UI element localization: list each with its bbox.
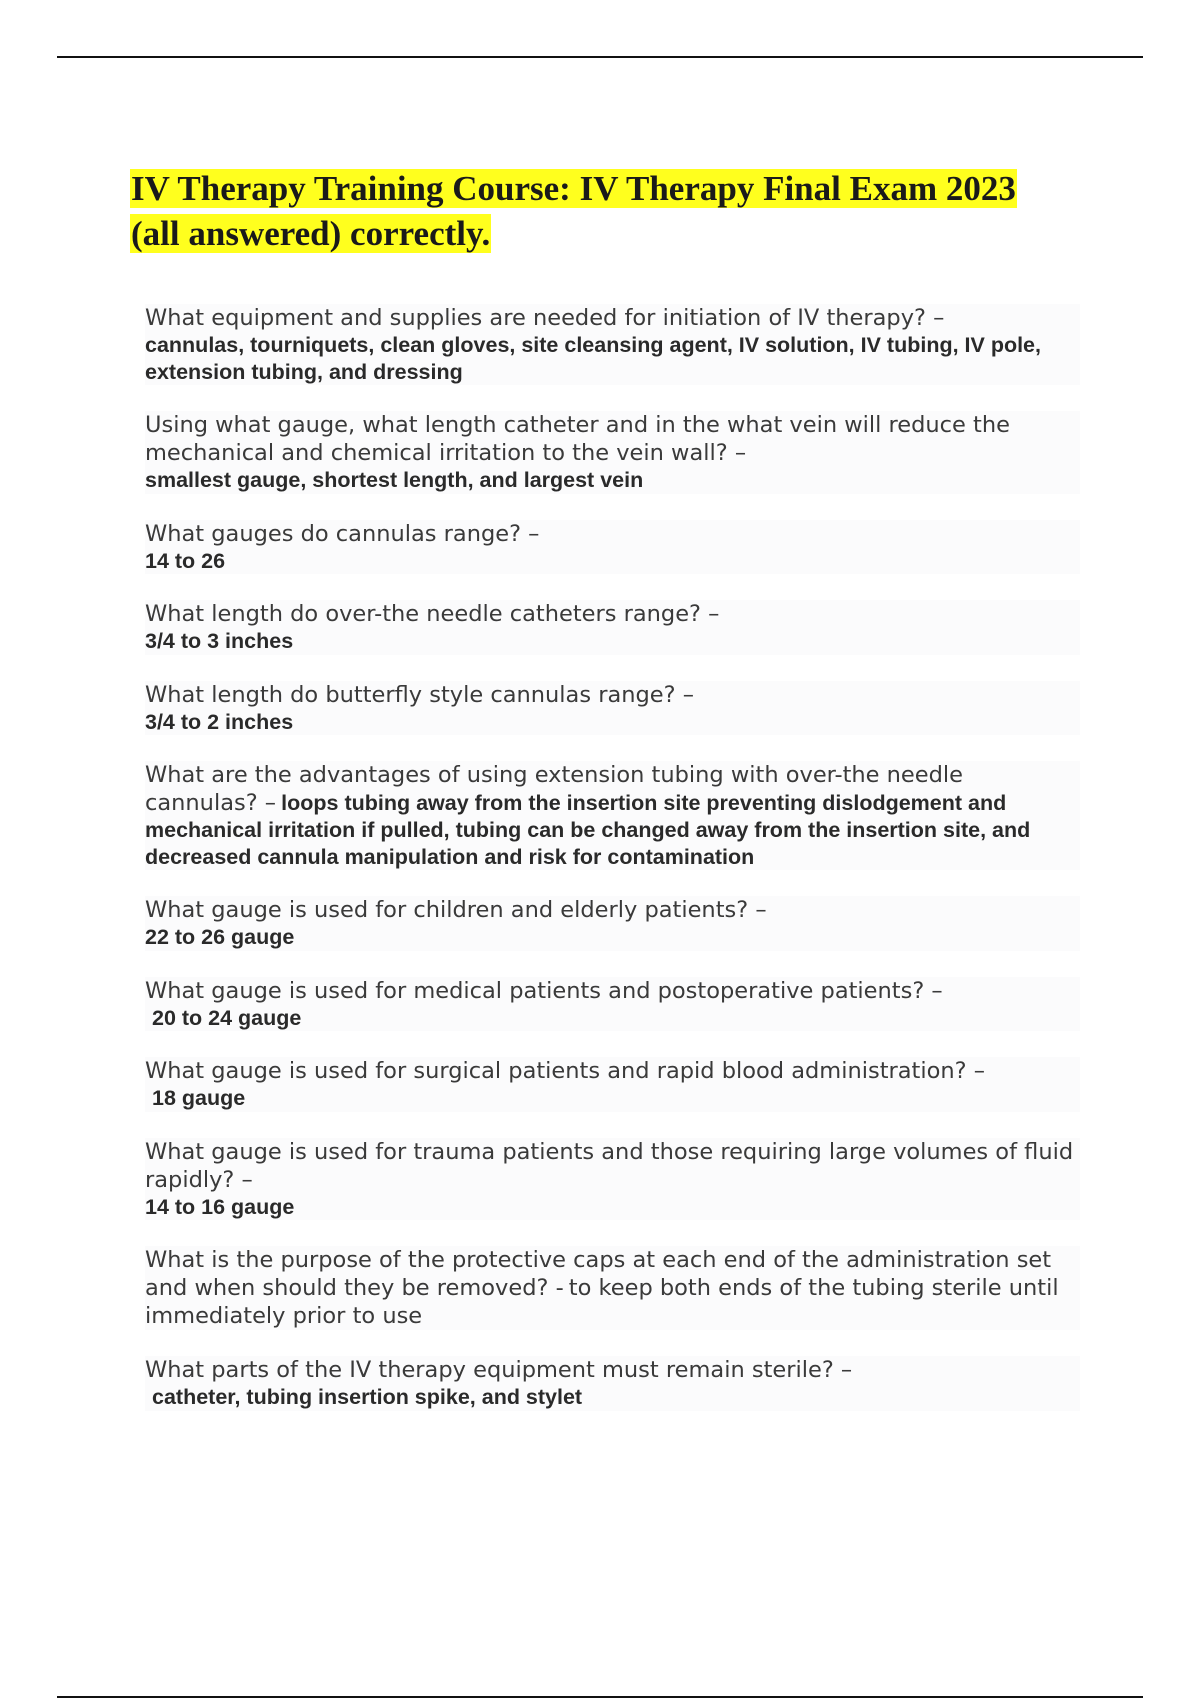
qa-item (145, 1138, 1080, 1221)
answer-text: 18 gauge (152, 1086, 246, 1110)
qa-item (145, 520, 1080, 575)
answer-text: to keep both ends of the tubing sterile until immediately prior to use (145, 1275, 1059, 1329)
answer-text: 3/4 to 2 inches (145, 709, 294, 734)
qa-item (145, 411, 1080, 494)
answer-text: smallest gauge, shortest length, and largest vein (145, 468, 644, 492)
qa-item (145, 761, 1080, 870)
question-text: What parts of the IV therapy equipment must remain sterile? – (145, 1357, 853, 1383)
question-text: What are the advantages of using extension tubing with over-the needle cannulas? – (145, 762, 963, 816)
answer-text: catheter, tubing insertion spike, and stylet (152, 1385, 583, 1409)
question-text: What gauge is used for children and elderly patients? – (145, 897, 767, 923)
question-text: What equipment and supplies are needed for initiation of IV therapy? – (145, 305, 945, 331)
question-text: What is the purpose of the protective caps at each end of the administration set and when should they be removed? - (145, 1247, 1052, 1301)
qa-item (145, 304, 1080, 385)
question-text: What length do over-the needle catheters range? – (145, 601, 720, 627)
question-answer-list (145, 304, 1080, 1437)
answer-text: 14 to 26 (145, 548, 226, 573)
qa-item (145, 681, 1080, 736)
bottom-rule (57, 1696, 1143, 1698)
title-line-2: (all answered) correctly. (131, 214, 491, 253)
answer-text: 3/4 to 3 inches (145, 629, 294, 653)
qa-item (145, 977, 1080, 1032)
qa-item (145, 896, 1080, 951)
question-text: What length do butterfly style cannulas range? – (145, 681, 694, 708)
answer-text: 14 to 16 gauge (145, 1194, 295, 1219)
top-rule (57, 56, 1143, 58)
question-text: What gauge is used for trauma patients and those requiring large volumes of fluid rapidly? – (145, 1138, 1074, 1193)
qa-item (145, 600, 1080, 655)
qa-item (145, 1057, 1080, 1112)
answer-text: loops tubing away from the insertion site preventing dislodgement and mechanical irritation if pulled, tubing can be changed away from the insertion site, and decreased cannula manipulation and risk for contamination (145, 791, 1031, 869)
question-text: What gauges do cannulas range? – (145, 520, 540, 547)
document-title (130, 166, 1090, 256)
question-text: Using what gauge, what length catheter and in the what vein will reduce the mechanical and chemical irritation to the vein wall? – (145, 412, 1010, 466)
answer-text: 20 to 24 gauge (152, 1005, 302, 1030)
answer-text: cannulas, tourniquets, clean gloves, site cleansing agent, IV solution, IV tubing, IV pole, extension tubing, and dressing (145, 333, 1041, 384)
question-text: What gauge is used for surgical patients and rapid blood administration? – (145, 1058, 985, 1084)
title-line-1: IV Therapy Training Course: IV Therapy Final Exam 2023 (131, 169, 1016, 208)
qa-item (145, 1356, 1080, 1411)
answer-text: 22 to 26 gauge (145, 925, 295, 949)
qa-item (145, 1246, 1080, 1330)
question-text: What gauge is used for medical patients and postoperative patients? – (145, 977, 943, 1004)
